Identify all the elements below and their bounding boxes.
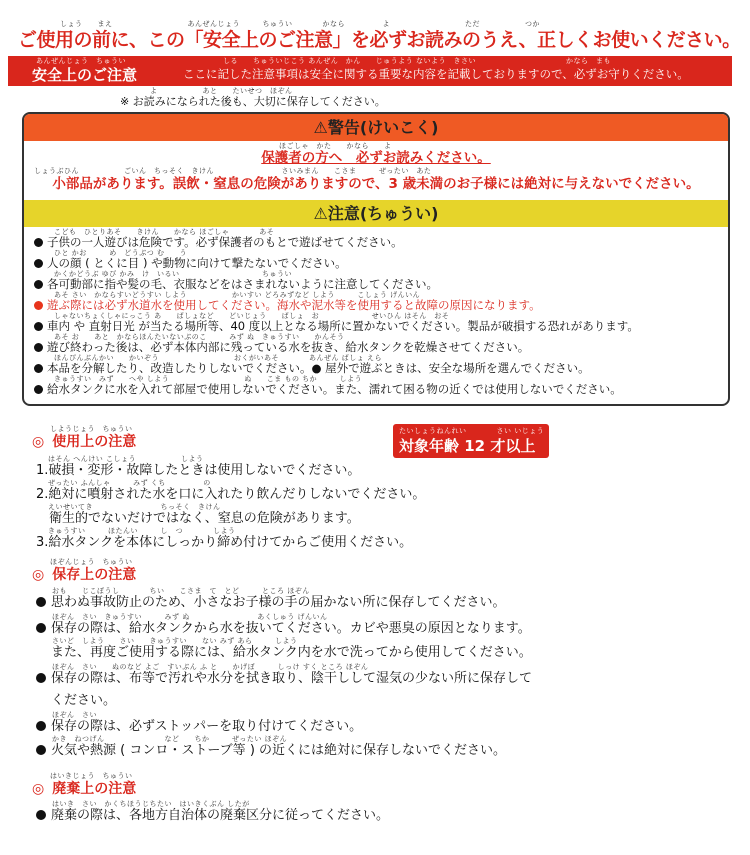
storage-item-furigana: かき ねつげん など ちか ぜったい ほぞん	[52, 735, 288, 743]
storage-item	[36, 621, 531, 636]
usage-heading	[32, 434, 136, 450]
bullet-icon	[34, 385, 43, 394]
badge-furigana: たいしょうねんれい さい いじょう	[399, 427, 545, 435]
caution-item	[34, 236, 403, 249]
disposal-heading-furigana: はいきじょう ちゅうい	[50, 772, 133, 780]
storage-item-text: また、再度ご使用する際には、給水タンク内を水で洗ってから使用してください。	[51, 645, 532, 660]
warning-line2-furigana: しょうぶひん ごいん ちっそく きけん さいみまん こさま ぜったい あた	[34, 167, 432, 175]
caution-item-text: 人の顔 ( とくに目 ) や動物に向けて撃たないでください。	[47, 256, 347, 270]
banner-label: 安全上のご注意	[32, 66, 138, 84]
storage-item-text: 保存の際は、布等で汚れや水分を拭き取り、陰干しして湿気の少ない所に保存して	[51, 671, 533, 686]
warning-guardian-line: 保護者の方へ 必ずお読みください。	[261, 150, 491, 166]
storage-item	[51, 693, 116, 708]
caution-item-text: 給水タンクに水を入れて部屋で使用しないでください。また、濡れて困る物の近くでは使用しないでください。	[47, 382, 622, 396]
usage-heading-furigana: しようじょう ちゅうい	[50, 425, 133, 433]
banner-text-furigana: しる ちゅういじこう あんぜん かん じゅうよう ないよう きさい かなら まも	[223, 57, 611, 65]
caution-item-furigana: きゅうすい みず へや しよう ぬ こま もの ちか しよう	[54, 375, 363, 383]
disposal-item-furigana: はいき さい かくちほうじちたい はいきくぶん したが	[52, 800, 250, 808]
storage-item-text: ください。	[51, 693, 117, 708]
usage-item-furigana: えいせいてき ちっそく きけん	[48, 503, 221, 511]
caution-item-highlight: 遊ぶ際には必ず水道水を使用してください。	[47, 298, 277, 312]
warning-caution-box	[22, 112, 730, 406]
caution-item	[34, 257, 347, 270]
bullet-icon	[34, 343, 43, 352]
storage-item-text: 保存の際は、必ずストッパーを取り付けてください。	[51, 719, 363, 734]
storage-heading-text: 保存上の注意	[52, 567, 137, 583]
caution-item-text: 本品を分解したり、改造したりしないでください。● 屋外で遊ぶときは、安全な場所を選んでください。	[47, 361, 590, 375]
note-furigana: よ あと たいせつ ほぞん	[150, 87, 293, 95]
caution-item-furigana: あそ さい かならすいどうすい しよう かいすい どろみずなど しよう こしょう げんいん	[54, 291, 421, 299]
caution-item-text: 遊び終わった後は、必ず本体内部に残っている水を抜き、給水タンクを乾燥させてください。	[47, 340, 530, 354]
target-age-badge	[393, 424, 549, 458]
storage-item-furigana: さいど しよう さい きゅうすい ない みず あら しよう	[52, 637, 298, 645]
bullet-icon	[36, 673, 46, 683]
bullet-icon	[36, 721, 46, 731]
caution-item-text: 海水や泥水等を使用すると故障の原因になります。	[277, 298, 541, 312]
caution-heading: ⚠注意(ちゅうい)	[24, 200, 728, 227]
storage-item-furigana: おも じこぼうし ちい こさま て とど ところ ほぞん	[52, 587, 310, 595]
usage-item: 1.破損・変形・故障したときは使用しないでください。	[36, 463, 361, 478]
usage-item: 衛生的でないだけではなく、窒息の危険があります。	[36, 511, 360, 526]
bullet-icon	[34, 259, 43, 268]
caution-item-furigana: こども ひとりあそ きけん かなら ほごしゃ あそ	[54, 228, 275, 236]
disposal-item	[36, 808, 389, 823]
bullet-icon	[36, 597, 46, 607]
disposal-heading-text: 廃棄上の注意	[52, 781, 137, 797]
badge-text: 対象年齢 12 才以上	[399, 437, 536, 455]
storage-item-text: 保存の際は、給水タンクから水を抜いてください。カビや悪臭の原因となります。	[51, 621, 531, 636]
warning-small-parts-line: 小部品があります。誤飲・窒息の危険がありますので、3 歳未満のお子様には絶対に与えないでください。	[52, 176, 700, 192]
title-furigana: しょう まえ あんぜんじょう ちゅうい かなら よ ただ つか	[60, 20, 540, 28]
usage-item: 2.絶対に噴射された水を口に入れたり飲んだりしないでください。	[36, 487, 426, 502]
storage-item	[36, 671, 532, 686]
caution-item-furigana: あそ お あと かならほんたいないぶのこ みず ぬ きゅうすい かんそう	[54, 333, 345, 341]
bullet-icon	[34, 301, 43, 310]
caution-item-furigana: しゃないちょくしゃにっこう あ ばしょなど どいじょう ばしょ お せいひん はそん おそ	[54, 312, 450, 320]
storage-item-text: 火気や熱源 ( コンロ・ストーブ等 ) の近くには絶対に保存しないでください。	[51, 743, 507, 758]
storage-heading	[32, 567, 136, 583]
storage-item-furigana: ほぞん さい ぬのなど よご すいぶん ふ と かげぼ しっけ すく ところ ほぞん	[52, 663, 369, 671]
storage-item	[36, 743, 506, 758]
bullet-icon	[34, 322, 43, 331]
caution-item	[34, 383, 622, 396]
double-circle-icon: ◎	[32, 567, 45, 583]
warning-heading: ⚠警告(けいこく)	[24, 114, 728, 141]
usage-item-furigana: ぜったい ふんしゃ みず くち の	[48, 479, 211, 487]
storage-item-text: 思わぬ事故防止のため、小さなお子様の手の届かない所に保存してください。	[51, 595, 506, 610]
banner-label-furigana: あんぜんじょう ちゅうい	[36, 57, 126, 65]
bullet-icon	[34, 364, 43, 373]
storage-item-furigana: ほぞん さい きゅうすい みず ぬ あくしゅう げんいん	[52, 613, 328, 621]
double-circle-icon: ◎	[32, 781, 45, 797]
disposal-heading	[32, 781, 136, 797]
caution-item	[34, 299, 541, 312]
banner-text: ここに記した注意事項は安全に関する重要な内容を記載しておりますので、必ずお守りください。	[183, 67, 689, 81]
bullet-icon	[34, 238, 43, 247]
caution-item	[34, 362, 590, 375]
caution-item	[34, 278, 438, 291]
storage-item	[36, 719, 362, 734]
usage-heading-text: 使用上の注意	[52, 434, 137, 450]
safety-banner	[8, 56, 732, 86]
keep-note: ※ お読みになられた後も、大切に保存してください。	[120, 95, 386, 108]
usage-item-furigana: きゅうすい ほたんい し つ しよう	[48, 527, 236, 535]
caution-item	[34, 320, 639, 333]
caution-item-text: 車内 や 直射日光 が当たる場所等、40 度以上となる場所に置かないでください。製品が破損する恐れがあります。	[47, 319, 639, 333]
caution-item-furigana: ひと かお め どうぶつ む う	[54, 249, 187, 257]
page-title: ご使用の前に、この「安全上のご注意」を必ずお読みのうえ、正しくお使いください。	[18, 29, 741, 51]
disposal-item-text: 廃棄の際は、各地方自治体の廃棄区分に従ってください。	[51, 808, 390, 823]
usage-item: 3.給水タンクを本体にしっかり締め付けてからご使用ください。	[36, 535, 413, 550]
caution-item-text: 子供の一人遊びは危険です。必ず保護者のもとで遊ばせてください。	[47, 235, 403, 249]
double-circle-icon: ◎	[32, 434, 45, 450]
storage-item	[36, 595, 505, 610]
storage-item-furigana: ほぞん さい	[52, 711, 97, 719]
bullet-icon	[36, 623, 46, 633]
bullet-icon	[34, 280, 43, 289]
caution-item	[34, 341, 529, 354]
storage-heading-furigana: ほぞんじょう ちゅうい	[50, 558, 133, 566]
caution-item-furigana: かくかどうぶ ゆび かみ け いるい ちゅうい	[54, 270, 292, 278]
bullet-icon	[36, 745, 46, 755]
storage-item	[51, 645, 532, 660]
bullet-icon	[36, 810, 46, 820]
usage-item-furigana: はそん へんけい こしょう しよう	[48, 455, 204, 463]
caution-item-furigana: ほんぴんぶんかい かいぞう おくがいあそ あんぜん ばしょ えら	[54, 354, 382, 362]
warning-line1-furigana: ほごしゃ かた かなら よ	[279, 142, 392, 150]
caution-item-text: 各可動部に指や髪の毛、衣服などをはさまれないように注意してください。	[47, 277, 438, 291]
